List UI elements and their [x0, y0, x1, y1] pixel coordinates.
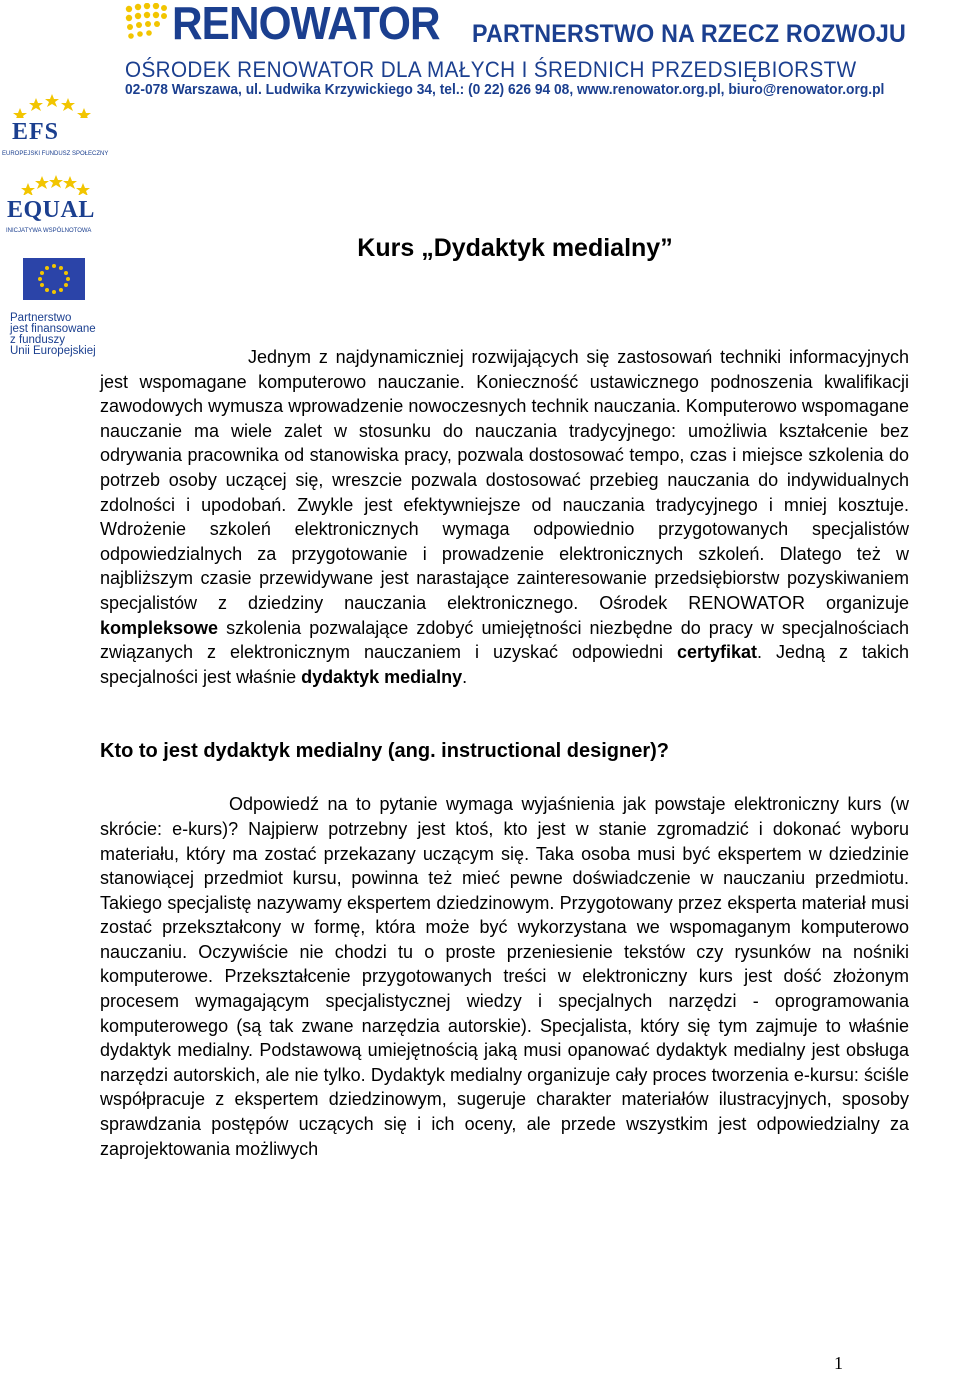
document-title: Kurs „Dydaktyk medialny” — [357, 234, 673, 262]
efs-caption: EUROPEJSKI FUNDUSZ SPOŁECZNY — [2, 151, 109, 157]
organization-name: OŚRODEK RENOWATOR DLA MAŁYCH I ŚREDNICH PRZEDSIĘBIORSTW — [125, 57, 857, 82]
section-heading: Kto to jest dydaktyk medialny (ang. instructional designer)? — [100, 740, 669, 763]
text-run: szkolenia pozwalające zdobyć umiejętności niezbędne do pracy w specjalnościach związanych z elektronicznym nauczaniem i uzyskać odpowiedni — [100, 617, 909, 663]
bold-text: kompleksowe — [100, 617, 219, 638]
eu-caption-line: Unii Europejskiej — [10, 345, 96, 357]
bold-text: dydaktyk medialny — [301, 666, 463, 687]
efs-stars-icon — [12, 90, 92, 118]
answer-paragraph: Odpowiedź na to pytanie wymaga wyjaśnienia jak powstaje elektroniczny kurs (w skrócie: e-kurs)? Najpierw potrzebny jest ktoś, kto jest w stanie zgromadzić i dokonać wyboru materiału, który ma zostać przekazany uczącym się. Taka osoba musi być ekspertem w dziedzinie stanowiącej przedmiot kursu, powinna też mieć pewne doświadczenie w nauczaniu przedmiotu. Takiego specjalistę nazywamy ekspertem dziedzinowym. Przygotowany przez eksperta materiał musi zostać przekształcony w formę, która może być wykorzystana we wspomaganym komputerowo nauczaniu. Oczywiście nie chodzi tu o proste przeniesienie tekstów czy rysunków na nośniki komputerowe. Przekształcenie przygotowanych treści w elektroniczny kurs jest dość złożonym procesem wymagającym specjalistycznej wiedzy i specjalnych narzędzi - oprogramowania komputerowego (są tak zwane narzędzia autorskie). Specjalista, który się tym zajmuje to właśnie dydaktyk medialny. Podstawową umiejętnością jaką musi opanować dydaktyk medialny jest obsługa narzędzi autorskich, ale nie tylko. Dydaktyk medialny organizuje cały proces tworzenia e-kursu: ściśle współpracuje z ekspertem dziedzinowym, sugeruje charakter materiałów ilustracyjnych, sposoby sprawdzania postępów uczących się i ich oceny, ale przede wszystkim jest odpowiedzialny za zaprojektowania możliwych — [100, 794, 909, 1159]
eu-caption-line: Partnerstwo — [10, 312, 72, 324]
document-body — [100, 345, 909, 1161]
text-run: . — [462, 666, 468, 687]
text-run: Jednym z najdynamiczniej rozwijających się zastosowań techniki informacyjnych jest wspomagane komputerowo nauczanie. Konieczność ustawicznego podnoszenia kwalifikacji zawodowych wymusza wprowadzenie nowoczesnych technik nauczania. Komputerowo wspomagane nauczanie ma wiele zalet w stosunku do nauczania tradycyjnego: umożliwia kształcenie bez odrywania pracownika od stanowiska pracy, pozwala dostosować tempo, czas i miejsce szkolenia do potrzeb osoby uczącej się, wreszcie pozwala dostosować przebieg nauczania do indywidualnych zdolności i upodobań. Zwykle jest efektywniejsze od nauczania tradycyjnego i mniej kosztuje. Wdrożenie szkoleń elektronicznych wymaga odpowiednio przygotowanych specjalistów odpowiedzialnych za przygotowanie i prowadzenie elektronicznych szkoleń. Dlatego też w najbliższym czasie przewidywane jest narastające zainteresowanie przedsiębiorstw pozyskiwaniem specjalistów z dziedziny nauczania elektronicznego. Ośrodek RENOWATOR organizuje — [100, 347, 909, 613]
contact-address: 02-078 Warszawa, ul. Ludwika Krzywickiego 34, tel.: (0 22) 626 94 08, www.renowator.org.pl, biuro@renowator.org.pl — [125, 81, 885, 98]
efs-logo: EFS — [12, 119, 60, 145]
text-run: . Jedną z takich specjalności jest właśnie — [100, 642, 909, 687]
letterhead — [0, 0, 960, 100]
eu-caption-line: jest finansowane — [10, 323, 96, 335]
equal-stars-icon — [20, 173, 90, 195]
eu-flag-icon — [23, 258, 85, 300]
eu-caption-line: z funduszy — [10, 334, 65, 346]
equal-caption: INICJATYWA WSPÓLNOTOWA — [6, 228, 92, 234]
renowator-logo: RENOWATOR — [172, 0, 440, 49]
intro-paragraph — [100, 345, 909, 689]
sponsor-logos — [0, 90, 110, 370]
eu-funding-caption — [10, 313, 96, 357]
bold-text: certyfikat — [676, 642, 758, 663]
partnership-tagline: PARTNERSTWO NA RZECZ ROZWOJU — [472, 20, 907, 48]
page-number: 1 — [834, 1353, 843, 1373]
equal-logo: EQUAL — [7, 197, 95, 223]
stars-logo-icon — [123, 3, 167, 43]
